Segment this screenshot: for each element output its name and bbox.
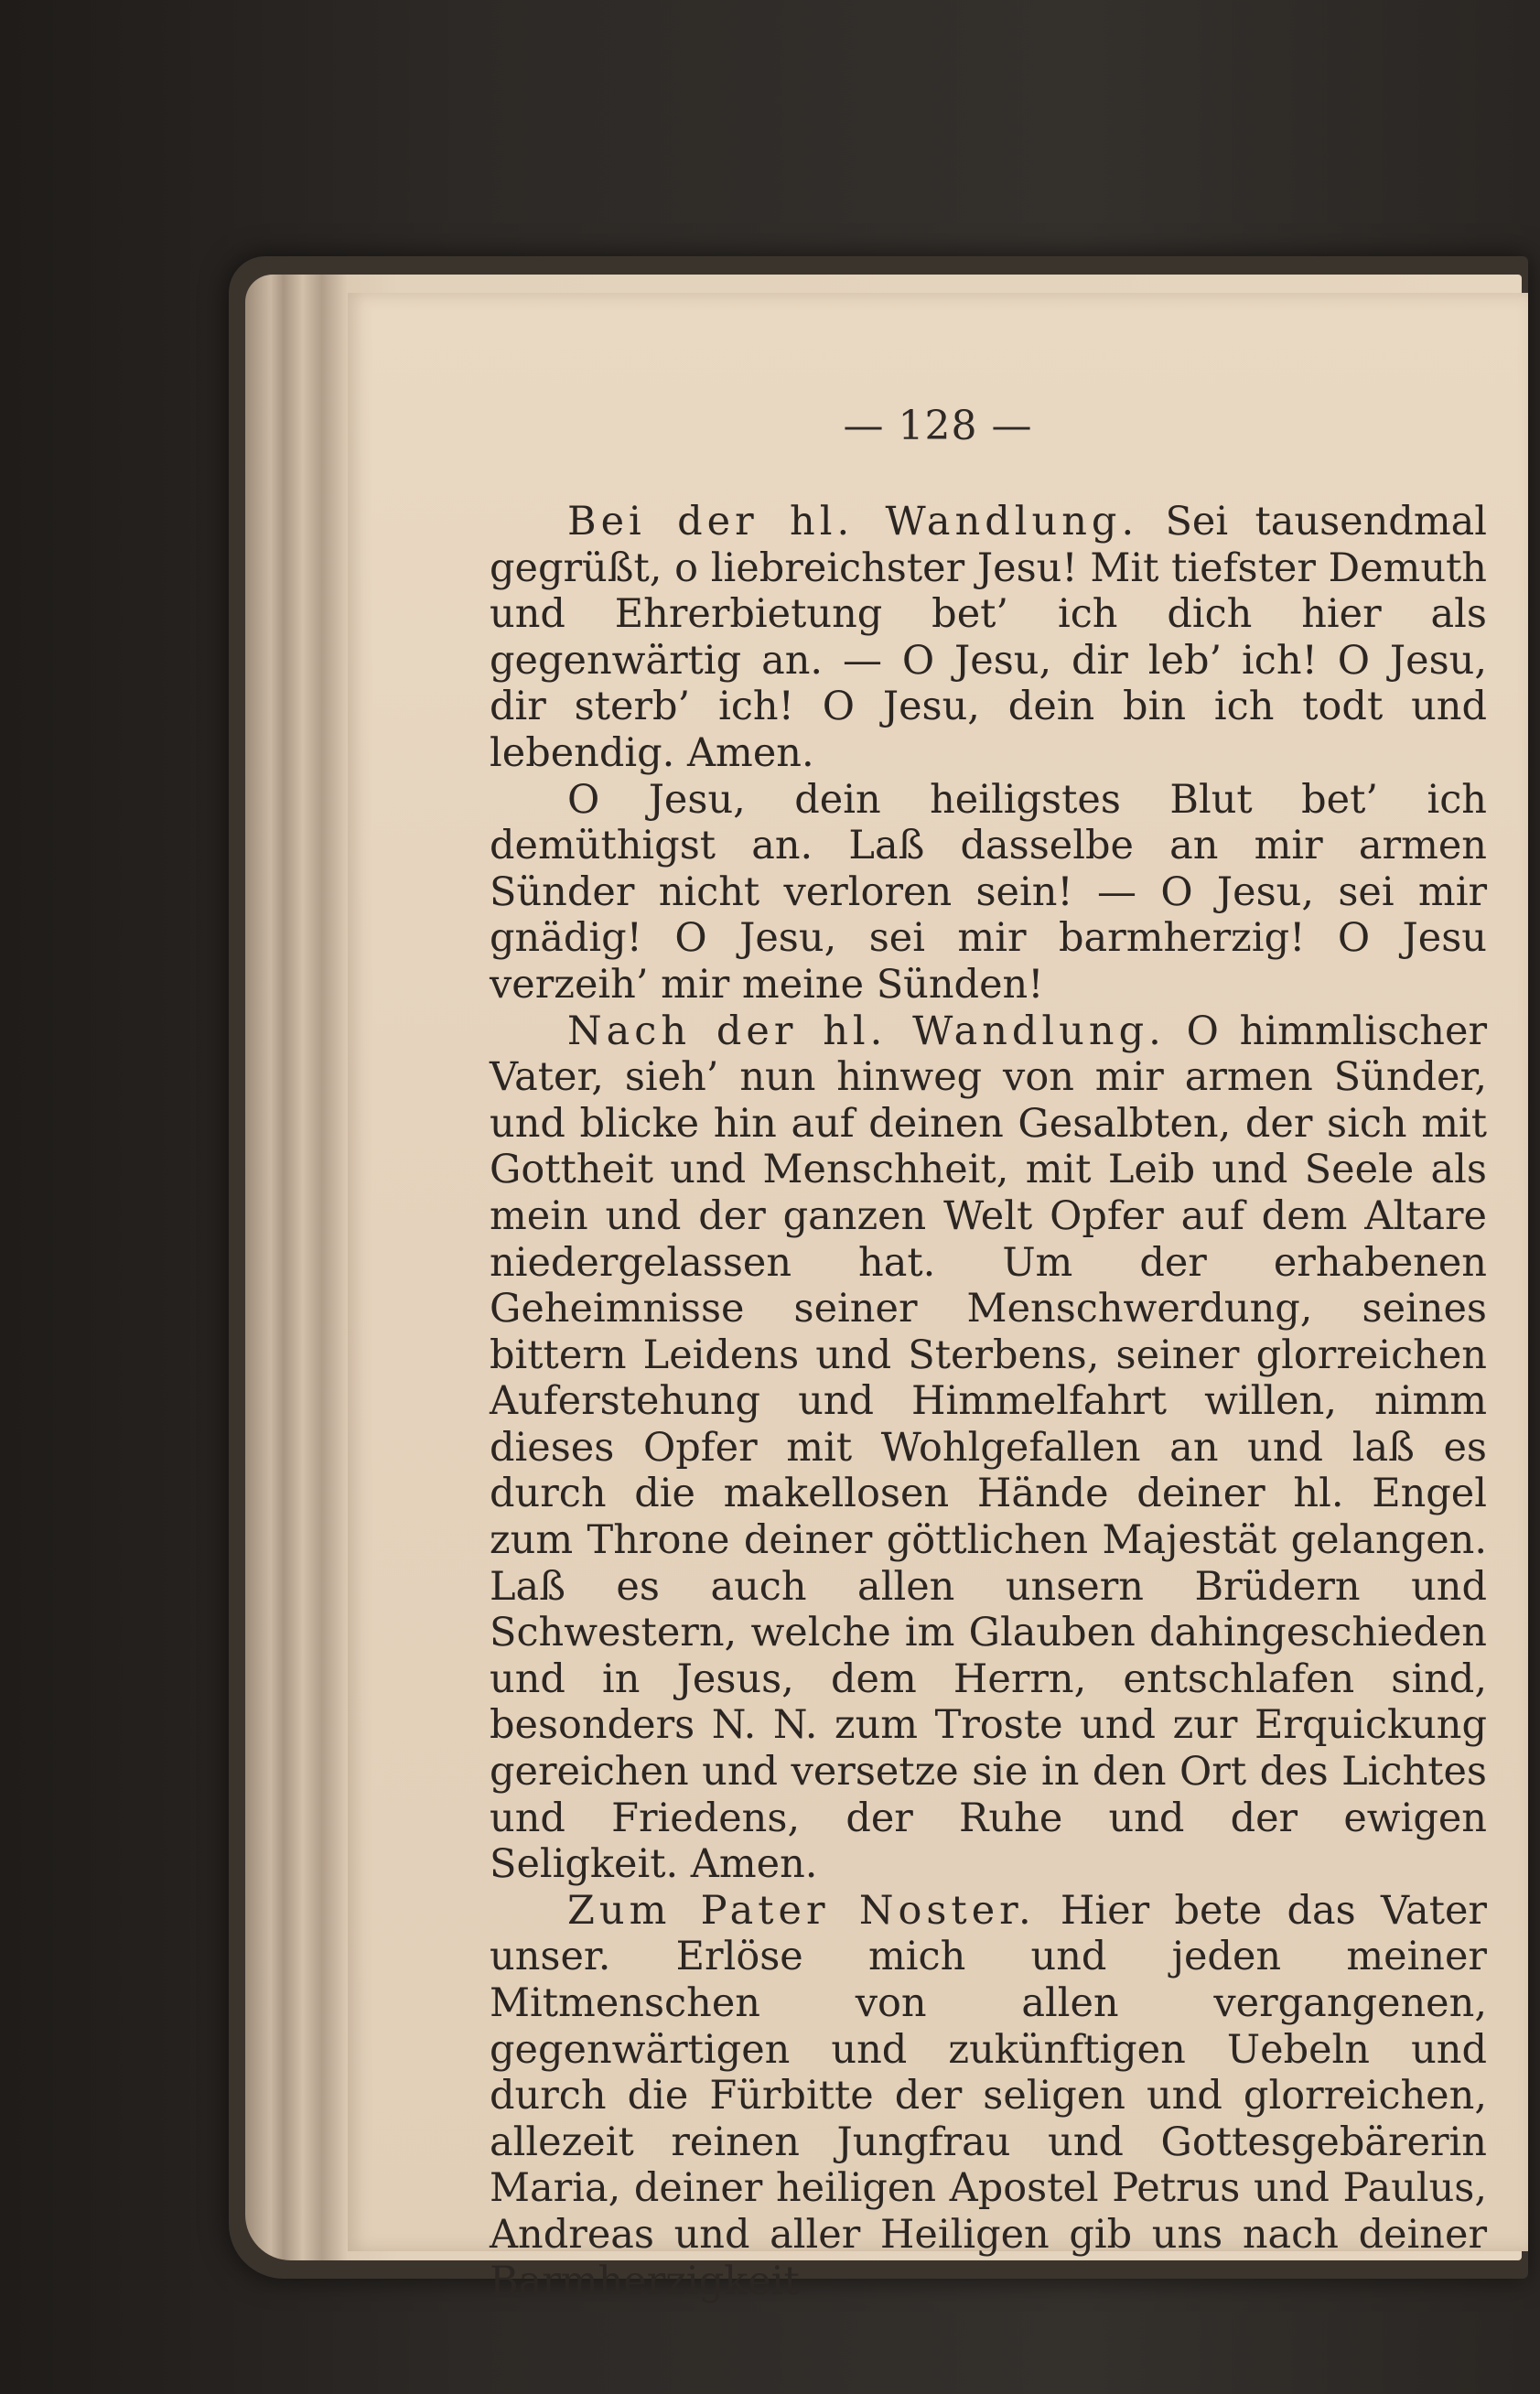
paragraph-wandlung bbox=[490, 499, 1487, 777]
section-heading: Nach der hl. Wandlung. bbox=[567, 1008, 1166, 1054]
page-text bbox=[490, 499, 1487, 2304]
paragraph-text: Hier bete das Vater unser. Erlöse mich und jeden meiner Mitmenschen von allen vergangenen, gegenwärtigen und zukünftigen Uebeln und durch die Fürbitte der seligen und glorreichen, allezeit reinen Jungfrau und Gottesgebärerin Maria, deiner heiligen Apostel Petrus und Paulus, Andreas und aller Heiligen gib uns nach deiner Barmherzigkeit bbox=[490, 1887, 1487, 2304]
paragraph-nach-wandlung bbox=[490, 1008, 1487, 1888]
paragraph-pater-noster bbox=[490, 1888, 1487, 2304]
section-heading: Bei der hl. Wandlung. bbox=[567, 499, 1139, 545]
page-number: — 128 — bbox=[843, 403, 1033, 449]
paragraph-text: O Jesu, dein heiligstes Blut bet’ ich demüthigst an. Laß dasselbe an mir armen Sünder nicht verloren sein! — O Jesu, sei mir gnädig! O Jesu, sei mir barmherzig! O Jesu verzeih’ mir meine Sünden! bbox=[490, 776, 1487, 1008]
paragraph-blut bbox=[490, 777, 1487, 1008]
section-heading: Zum Pater Noster. bbox=[567, 1887, 1036, 1934]
paragraph-text: Sei tausendmal gegrüßt, o liebreichster Jesu! Mit tiefster Demuth und Ehrerbietung bet’ ich dich hier als gegenwärtig an. — O Jesu, dir leb’ ich! O Jesu, dir sterb’ ich! O Jesu, dein bin ich todt und lebendig. Amen. bbox=[490, 499, 1487, 776]
paragraph-text: O himmlischer Vater, sieh’ nun hinweg von mir armen Sünder, und blicke hin auf deinen Gesalbten, der sich mit Gottheit und Menschheit, mit Leib und Seele als mein und der ganzen Welt Opfer auf dem Altare niedergelassen hat. Um der erhabenen Geheimnisse seiner Menschwerdung, seines bittern Leidens und Sterbens, seiner glorreichen Auferstehung und Himmelfahrt willen, nimm dieses Opfer mit Wohlgefallen an und laß es durch die makellosen Hände deiner hl. Engel zum Throne deiner göttlichen Majestät gelangen. Laß es auch allen unsern Brüdern und Schwestern, welche im Glauben dahingeschieden und in Jesus, dem Herrn, entschlafen sind, besonders N. N. zum Troste und zur Erquickung gereichen und versetze sie in den Ort des Lichtes und Friedens, der Ruhe und der ewigen Seligkeit. Amen. bbox=[490, 1008, 1488, 1888]
